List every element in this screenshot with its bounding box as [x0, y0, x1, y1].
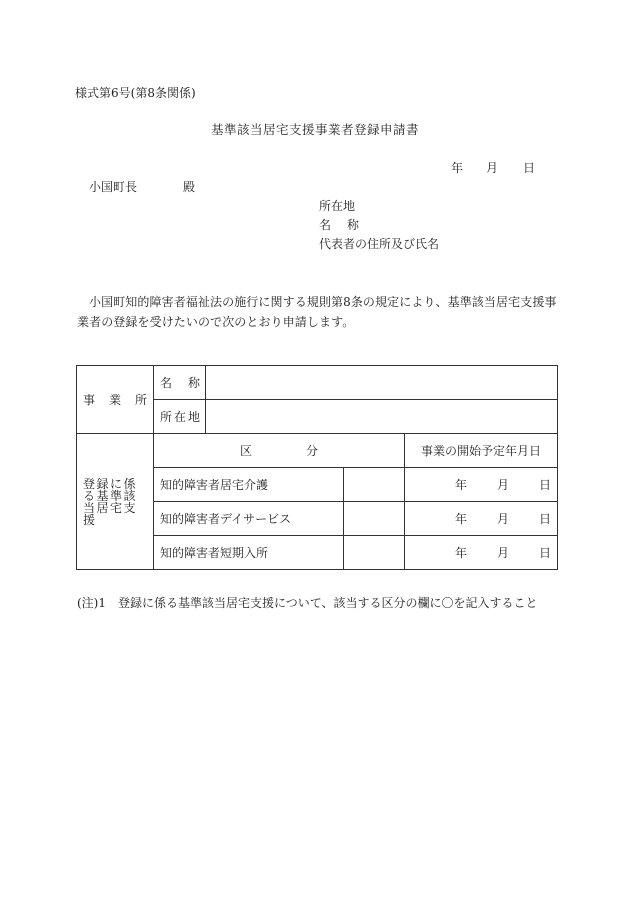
applicant-name-label [319, 219, 359, 231]
applicant-representative-label: 代表者の住所及び氏名 [319, 237, 440, 251]
name-field[interactable] [206, 366, 558, 400]
start-date-cell[interactable] [405, 502, 558, 536]
location-field[interactable] [206, 400, 558, 434]
date-year-label: 年 [451, 161, 464, 175]
start-date-month: 月 [496, 511, 509, 526]
service-check-cell[interactable] [344, 468, 405, 502]
start-date-month: 月 [496, 477, 509, 492]
applicant-name-label-part2: 称 [347, 218, 360, 232]
jigyousho-label-cell [77, 366, 154, 434]
toroku-label-cell [77, 434, 154, 570]
start-date-year: 年 [454, 545, 467, 560]
toroku-label: 登録に係る基準該当居宅支援 [83, 476, 138, 527]
table-row [77, 434, 558, 468]
document-title: 基準該当居宅支援事業者登録申請書 [210, 122, 419, 137]
body-text: 小国町知的障害者福祉法の施行に関する規則第8条の規定により、基準該当居宅支援事業者の登録を受けたいので次のとおり申請します。 [77, 295, 557, 329]
date-day-label: 日 [523, 161, 536, 175]
kubun-header [154, 434, 405, 468]
jigyousho-label: 事業所 [83, 392, 147, 407]
location-label-cell [154, 400, 206, 434]
start-date-year: 年 [454, 477, 467, 492]
service-label: 知的障害者短期入所 [154, 536, 344, 570]
addressee: 小国町長 [89, 180, 138, 194]
name-label: 名称 [160, 375, 200, 390]
start-date-month: 月 [496, 545, 509, 560]
location-label: 所在地 [160, 409, 200, 424]
footnote: (注)1 登録に係る基準該当居宅支援について、該当する区分の欄に〇を記入すること [77, 596, 538, 610]
service-check-cell[interactable] [344, 502, 405, 536]
service-label: 知的障害者デイサービス [154, 502, 344, 536]
start-date-day: 日 [539, 545, 552, 560]
service-check-cell[interactable] [344, 536, 405, 570]
service-label: 知的障害者居宅介護 [154, 468, 344, 502]
name-label-cell [154, 366, 206, 400]
start-date-header: 事業の開始予定年月日 [405, 434, 558, 468]
start-date-day: 日 [539, 477, 552, 492]
table-row [77, 366, 558, 400]
start-date-day: 日 [539, 511, 552, 526]
applicant-location-label: 所在地 [319, 199, 356, 213]
application-table [76, 365, 558, 570]
date-month-label: 月 [486, 161, 499, 175]
honorific: 殿 [183, 180, 196, 194]
kubun-header-part1: 区 [239, 443, 252, 458]
applicant-name-label-part1: 名 [319, 218, 332, 232]
start-date-cell[interactable] [405, 468, 558, 502]
start-date-cell[interactable] [405, 536, 558, 570]
start-date-year: 年 [454, 511, 467, 526]
kubun-header-part2: 分 [306, 443, 319, 458]
form-number: 様式第6号(第8条関係) [75, 86, 196, 100]
